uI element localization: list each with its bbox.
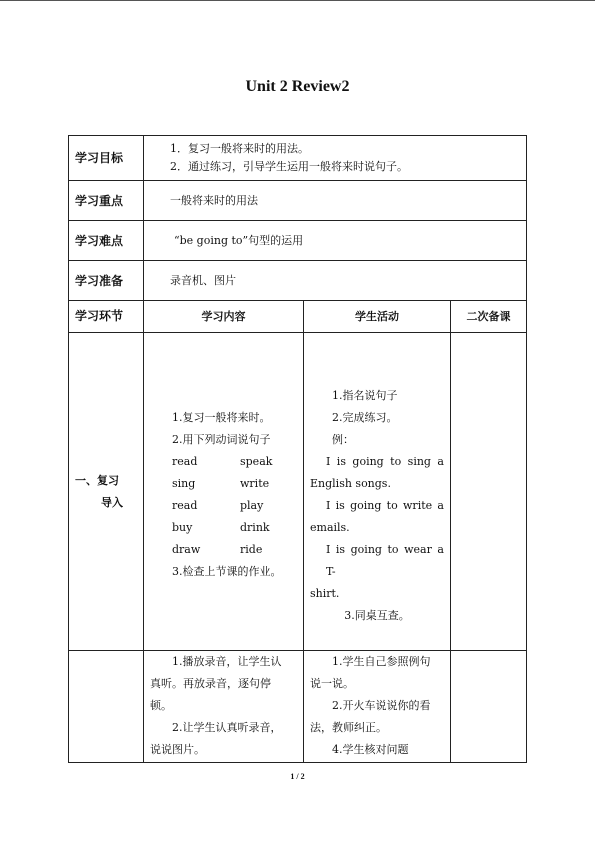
preparation-text: 录音机、图片 — [144, 261, 527, 301]
listen-content-1b: 真听。再放录音，逐句停 — [150, 677, 271, 690]
label-learning-stage: 学习环节 — [69, 301, 144, 333]
page-number: 1 / 2 — [290, 772, 305, 781]
lesson-plan-table — [68, 135, 526, 763]
example-3b: shirt. — [310, 587, 340, 600]
row-section-listening — [69, 651, 527, 763]
verb-left: read — [172, 455, 198, 468]
document-title: Unit 2 Review2 — [245, 78, 350, 95]
verb-right: ride — [240, 543, 263, 556]
listen-activity-3: 4.学生核对问题 — [332, 743, 409, 756]
listen-content-2b: 说说图片。 — [150, 743, 205, 756]
verb-right: drink — [240, 521, 270, 534]
section-review-content — [144, 333, 304, 651]
section-listening-plan — [451, 651, 527, 763]
activity-line-1: 1.指名说句子 — [332, 389, 398, 402]
section-review-label — [69, 333, 144, 651]
listen-activity-2a: 2.开火车说说你的看 — [332, 699, 431, 712]
example-1a: I is going to sing a — [326, 455, 444, 468]
header-learning-content: 学习内容 — [144, 301, 304, 333]
listen-activity-1a: 1.学生自己参照例句 — [332, 655, 431, 668]
row-column-headers — [69, 301, 527, 333]
listen-content-1a: 1.播放录音，让学生认 — [172, 655, 282, 668]
goal-item-2: 2．通过练习，引导学生运用一般将来时说句子。 — [170, 160, 408, 173]
verb-pair — [172, 473, 303, 495]
learning-goal-cell — [144, 136, 527, 181]
verb-pair — [172, 495, 303, 517]
verb-left: sing — [172, 477, 196, 490]
example-1b: English songs. — [310, 477, 391, 490]
header-second-plan: 二次备课 — [451, 301, 527, 333]
label-preparation: 学习准备 — [69, 261, 144, 301]
section-listening-activity — [304, 651, 451, 763]
listen-activity-2b: 法，教师纠正。 — [310, 721, 387, 734]
section-review-label-line2: 导入 — [101, 495, 123, 509]
row-preparation — [69, 261, 527, 301]
section-listening-content — [144, 651, 304, 763]
section-review-plan — [451, 333, 527, 651]
activity-line-2: 2.完成练习。 — [332, 411, 398, 424]
verb-pair — [172, 451, 303, 473]
section-listening-label — [69, 651, 144, 763]
page-top-rule — [0, 0, 595, 1]
example-2a: I is going to write a — [326, 499, 444, 512]
activity-line-3: 例： — [332, 433, 354, 446]
difficulty-text: “be going to”句型的运用 — [144, 221, 527, 261]
example-3a: I is going to wear a T- — [326, 543, 444, 578]
label-learning-goal: 学习目标 — [69, 136, 144, 181]
verb-left: read — [172, 499, 198, 512]
row-difficulty — [69, 221, 527, 261]
section-review-label-line1: 一、复习 — [75, 473, 119, 487]
verb-right: speak — [240, 455, 273, 468]
example-2b: emails. — [310, 521, 350, 534]
verb-right: play — [240, 499, 264, 512]
content-line-2: 2.用下列动词说句子 — [172, 433, 271, 446]
row-learning-goal — [69, 136, 527, 181]
verb-left: draw — [172, 543, 201, 556]
listen-content-1c: 顿。 — [150, 699, 172, 712]
listen-activity-1b: 说一说。 — [310, 677, 354, 690]
row-key-point — [69, 181, 527, 221]
label-difficulty: 学习难点 — [69, 221, 144, 261]
verb-left: buy — [172, 521, 193, 534]
row-section-review — [69, 333, 527, 651]
content-line-1: 1.复习一般将来时。 — [172, 411, 271, 424]
listen-content-2a: 2.让学生认真听录音， — [172, 721, 282, 734]
verb-right: write — [240, 477, 270, 490]
activity-line-4: 3.同桌互查。 — [344, 609, 410, 622]
content-line-3: 3.检查上节课的作业。 — [172, 565, 282, 578]
label-key-point: 学习重点 — [69, 181, 144, 221]
verb-pair — [172, 539, 303, 561]
verb-pair — [172, 517, 303, 539]
header-student-activity: 学生活动 — [304, 301, 451, 333]
key-point-text: 一般将来时的用法 — [144, 181, 527, 221]
goal-item-1: 1．复习一般将来时的用法。 — [170, 142, 309, 155]
section-review-activity — [304, 333, 451, 651]
